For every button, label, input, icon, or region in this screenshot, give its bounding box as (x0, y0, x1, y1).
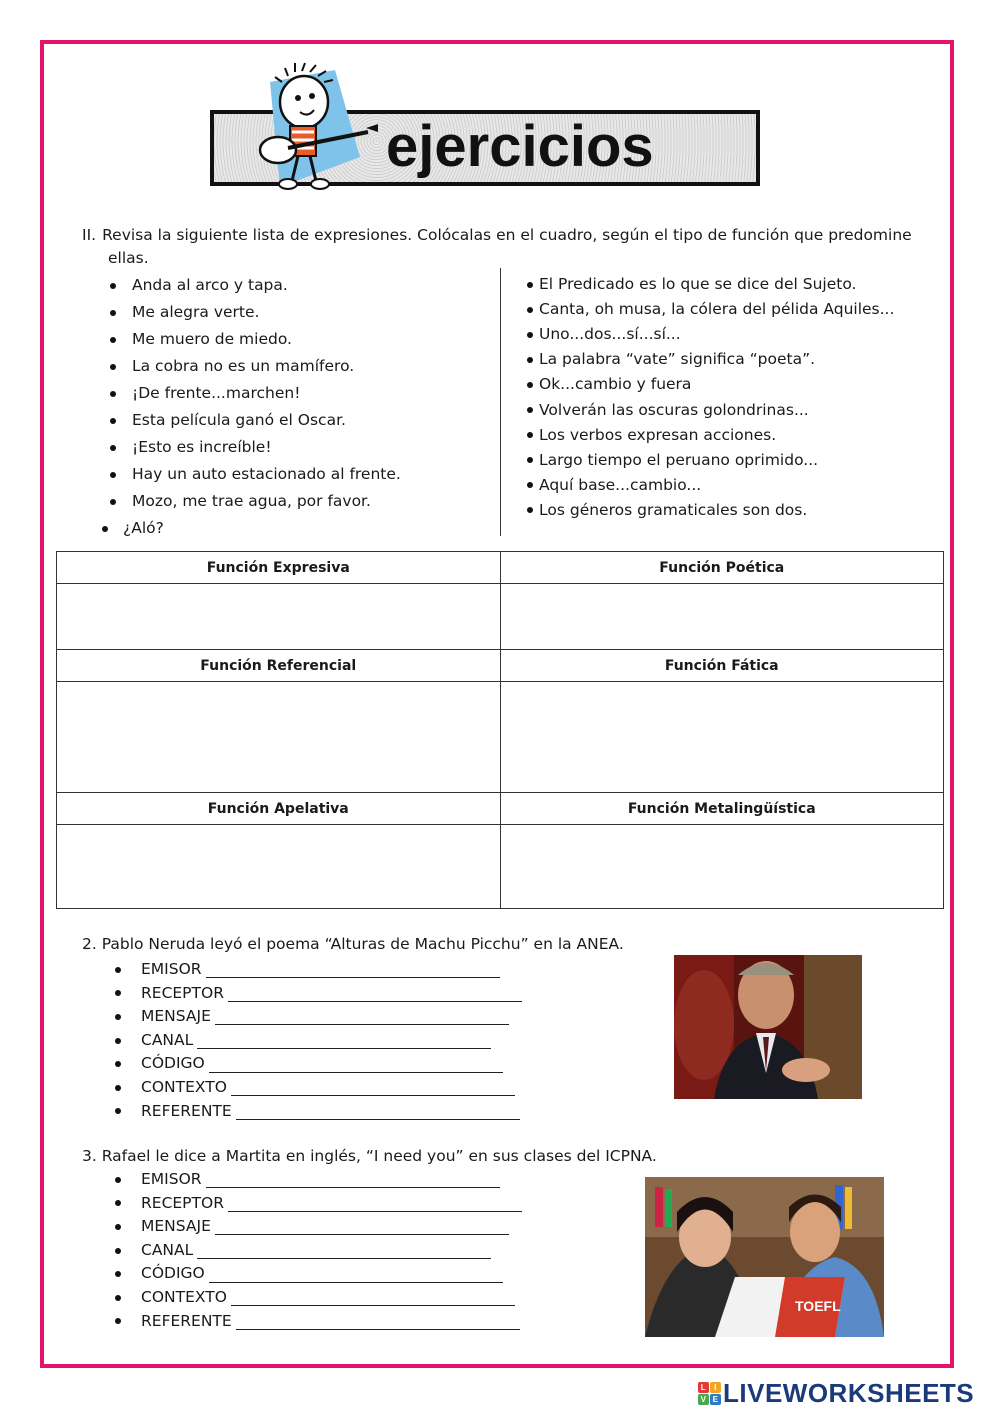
bullet-icon (110, 472, 116, 478)
bullet-icon (115, 990, 121, 996)
exercise-2-title: 2. Pablo Neruda leyó el poema “Alturas de Machu Picchu” en la ANEA. (82, 935, 624, 953)
answer-input-codigo[interactable] (209, 1056, 503, 1073)
column-divider (500, 268, 501, 536)
list-item[interactable]: Me muero de miedo. (108, 326, 401, 353)
role-contexto: CONTEXTO (115, 1076, 522, 1100)
drop-zone-metalinguistica[interactable] (500, 825, 944, 909)
neruda-photo (674, 955, 862, 1099)
bullet-icon (527, 382, 533, 388)
list-item[interactable]: Ok...cambio y fuera (527, 372, 894, 397)
bullet-icon (115, 1248, 121, 1254)
students-photo (645, 1177, 884, 1337)
bullet-icon (115, 1061, 121, 1067)
header-funcion-metalinguistica: Función Metalingüística (500, 793, 944, 825)
bullet-icon (115, 1085, 121, 1091)
expressions-list-left (108, 272, 401, 542)
list-item[interactable]: Aquí base...cambio... (527, 473, 894, 498)
role-emisor: EMISOR (115, 1168, 522, 1192)
bullet-icon (110, 499, 116, 505)
function-table (56, 551, 944, 909)
drop-zone-fatica[interactable] (500, 682, 944, 793)
role-receptor: RECEPTOR (115, 1192, 522, 1216)
liveworksheets-text: LIVEWORKSHEETS (723, 1377, 975, 1408)
bullet-icon (527, 482, 533, 488)
role-canal: CANAL (115, 1029, 522, 1053)
list-item[interactable]: Volverán las oscuras golondrinas... (527, 397, 894, 422)
list-item[interactable]: Largo tiempo el peruano oprimido... (527, 448, 894, 473)
bullet-icon (527, 457, 533, 463)
bullet-icon (115, 1038, 121, 1044)
bullet-icon (115, 1200, 121, 1206)
drop-zone-expresiva[interactable] (57, 584, 501, 650)
answer-input-mensaje[interactable] (215, 1218, 509, 1235)
bullet-icon (110, 445, 116, 451)
bullet-icon (110, 310, 116, 316)
bullet-icon (115, 1177, 121, 1183)
bullet-icon (527, 507, 533, 513)
instruction-number: II. (82, 226, 97, 244)
role-referente: REFERENTE (115, 1100, 522, 1124)
list-item[interactable]: Los géneros gramaticales son dos. (527, 498, 894, 523)
guitar-boy-illustration (240, 62, 390, 197)
list-item[interactable]: La palabra “vate” significa “poeta”. (527, 347, 894, 372)
bullet-icon (115, 1295, 121, 1301)
header-funcion-apelativa: Función Apelativa (57, 793, 501, 825)
list-item[interactable]: La cobra no es un mamífero. (108, 353, 401, 380)
bullet-icon (527, 332, 533, 338)
exercise-instruction (82, 224, 922, 270)
list-item[interactable]: ¡Esto es increíble! (108, 434, 401, 461)
list-item[interactable]: Me alegra verte. (108, 299, 401, 326)
answer-input-referente[interactable] (236, 1103, 520, 1120)
bullet-icon (110, 283, 116, 289)
answer-input-emisor[interactable] (206, 1171, 500, 1188)
role-codigo: CÓDIGO (115, 1262, 522, 1286)
list-item[interactable]: Uno...dos...sí...sí... (527, 322, 894, 347)
answer-input-canal[interactable] (197, 1242, 491, 1259)
bullet-icon (110, 364, 116, 370)
liveworksheets-icon: L I V E (698, 1382, 721, 1405)
list-item[interactable]: Esta película ganó el Oscar. (108, 407, 401, 434)
answer-input-canal[interactable] (197, 1032, 491, 1049)
page-title: ejercicios (386, 114, 654, 179)
role-mensaje: MENSAJE (115, 1005, 522, 1029)
exercise-3-roles (115, 1168, 522, 1333)
header-funcion-expresiva: Función Expresiva (57, 552, 501, 584)
bullet-icon (115, 1224, 121, 1230)
bullet-icon (115, 1108, 121, 1114)
bullet-icon (115, 1318, 121, 1324)
bullet-icon (110, 337, 116, 343)
answer-input-mensaje[interactable] (215, 1008, 509, 1025)
instruction-text: Revisa la siguiente lista de expresiones. Colócalas en el cuadro, según el tipo de función que predomine (102, 226, 912, 244)
answer-input-referente[interactable] (236, 1313, 520, 1330)
list-item[interactable]: Anda al arco y tapa. (108, 272, 401, 299)
bullet-icon (115, 967, 121, 973)
header-funcion-poetica: Función Poética (500, 552, 944, 584)
bullet-icon (110, 391, 116, 397)
bullet-icon (527, 307, 533, 313)
drop-zone-poetica[interactable] (500, 584, 944, 650)
answer-input-contexto[interactable] (231, 1289, 515, 1306)
header-funcion-referencial: Función Referencial (57, 650, 501, 682)
role-emisor: EMISOR (115, 958, 522, 982)
answer-input-emisor[interactable] (206, 961, 500, 978)
list-item[interactable]: ¿Aló? (108, 515, 401, 542)
exercise-3-title: 3. Rafael le dice a Martita en inglés, “I need you” en sus clases del ICPNA. (82, 1147, 657, 1165)
book-title: TOEFL (795, 1298, 841, 1314)
role-canal: CANAL (115, 1239, 522, 1263)
bullet-icon (102, 526, 108, 532)
liveworksheets-logo[interactable] (698, 1378, 974, 1408)
answer-input-receptor[interactable] (228, 1195, 522, 1212)
list-item[interactable]: Mozo, me trae agua, por favor. (108, 488, 401, 515)
bullet-icon (527, 432, 533, 438)
answer-input-receptor[interactable] (228, 985, 522, 1002)
list-item[interactable]: El Predicado es lo que se dice del Sujeto. (527, 272, 894, 297)
bullet-icon (527, 407, 533, 413)
exercise-2-roles (115, 958, 522, 1123)
list-item[interactable]: ¡De frente...marchen! (108, 380, 401, 407)
drop-zone-referencial[interactable] (57, 682, 501, 793)
bullet-icon (527, 357, 533, 363)
role-referente: REFERENTE (115, 1310, 522, 1334)
role-receptor: RECEPTOR (115, 982, 522, 1006)
bullet-icon (115, 1271, 121, 1277)
bullet-icon (110, 418, 116, 424)
drop-zone-apelativa[interactable] (57, 825, 501, 909)
expressions-list-right (527, 272, 894, 523)
answer-input-codigo[interactable] (209, 1266, 503, 1283)
list-item[interactable]: Los verbos expresan acciones. (527, 423, 894, 448)
bullet-icon (527, 282, 533, 288)
role-contexto: CONTEXTO (115, 1286, 522, 1310)
header-funcion-fatica: Función Fática (500, 650, 944, 682)
role-codigo: CÓDIGO (115, 1052, 522, 1076)
role-mensaje: MENSAJE (115, 1215, 522, 1239)
answer-input-contexto[interactable] (231, 1079, 515, 1096)
instruction-text-continued: ellas. (108, 249, 149, 267)
list-item[interactable]: Canta, oh musa, la cólera del pélida Aquiles... (527, 297, 894, 322)
bullet-icon (115, 1014, 121, 1020)
list-item[interactable]: Hay un auto estacionado al frente. (108, 461, 401, 488)
